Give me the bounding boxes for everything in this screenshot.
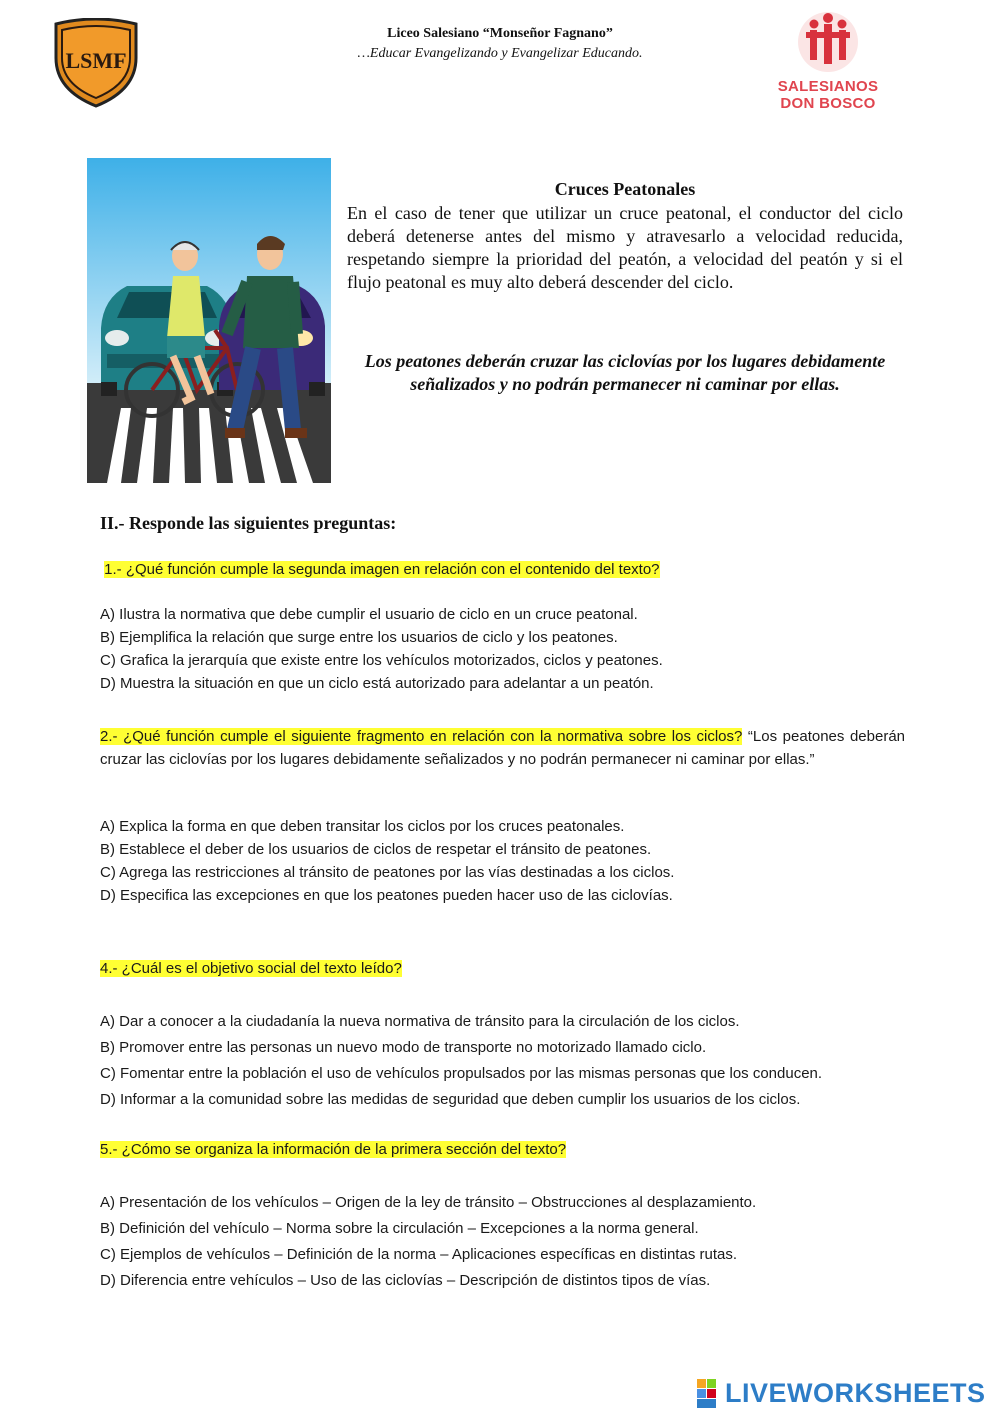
question-4-prompt: 4.- ¿Cuál es el objetivo social del texto leído? [100,960,402,977]
salesianos-line-1: SALESIANOS [777,78,879,95]
option-5d[interactable]: D) Diferencia entre vehículos – Uso de las ciclovías – Descripción de distintos tipos de vías. [100,1272,711,1289]
school-shield-logo [52,18,140,108]
article-quote: Los peatones deberán cruzar las ciclovías por los lugares debidamente señalizados y no podrán permanecer ni caminar por ellas. [364,351,886,394]
option-4b[interactable]: B) Promover entre las personas un nuevo modo de transporte no motorizado llamado ciclo. [100,1039,707,1056]
question-5-options [100,1190,920,1294]
question-1-prompt: 1.- ¿Qué función cumple la segunda imagen en relación con el contenido del texto? [104,561,660,578]
option-2a[interactable]: A) Explica la forma en que deben transitar los ciclos por los cruces peatonales. [100,818,625,835]
section-heading: II.- Responde las siguientes preguntas: [100,513,397,533]
option-2c[interactable]: C) Agrega las restricciones al tránsito de peatones por las vías destinadas a los ciclos. [100,864,675,881]
option-1c[interactable]: C) Grafica la jerarquía que existe entre los vehículos motorizados, ciclos y peatones. [100,652,663,669]
question-5-prompt: 5.- ¿Cómo se organiza la información de la primera sección del texto? [100,1141,567,1158]
option-1d[interactable]: D) Muestra la situación en que un ciclo está autorizado para adelantar a un peatón. [100,675,654,692]
option-4d[interactable]: D) Informar a la comunidad sobre las medidas de seguridad que deben cumplir los usuarios de los ciclos. [100,1091,801,1108]
article-title: Cruces Peatonales [554,179,696,199]
question-2-prompt: 2.- ¿Qué función cumple el siguiente fragmento en relación con la normativa sobre los ciclos? [100,728,743,745]
question-5 [100,1138,905,1161]
question-4 [100,957,905,980]
school-name: Liceo Salesiano “Monseñor Fagnano” [387,26,613,41]
salesianos-wordmark [770,78,886,112]
option-5a[interactable]: A) Presentación de los vehículos – Origen de la ley de tránsito – Obstrucciones al desplazamiento. [100,1194,757,1211]
option-5b[interactable]: B) Definición del vehículo – Norma sobre la circulación – Excepciones a la norma general. [100,1220,699,1237]
question-2-options [100,815,920,907]
salesianos-line-2: DON BOSCO [780,95,876,112]
option-2d[interactable]: D) Especifica las excepciones en que los peatones pueden hacer uso de las ciclovías. [100,887,673,904]
article-body: En el caso de tener que utilizar un cruce peatonal, el conductor del ciclo deberá detenerse antes del mismo y atravesarlo a velocidad reducida, respetando siempre la prioridad del peatón, a velocidad del peatón y si el flujo peatonal es muy alto deberá descender del ciclo. [347,203,903,292]
school-motto: …Educar Evangelizando y Evangelizar Educando. [357,46,643,61]
question-4-options [100,1009,920,1113]
question-1-options [100,603,920,695]
option-1b[interactable]: B) Ejemplifica la relación que surge entre los usuarios de ciclo y los peatones. [100,629,618,646]
crosswalk-illustration [87,158,331,483]
option-4a[interactable]: A) Dar a conocer a la ciudadanía la nueva normativa de tránsito para la circulación de los ciclos. [100,1013,740,1030]
question-2 [100,725,905,771]
shield-monogram: LSMF [65,48,127,73]
question-2-quote: “Los peatones deberán cruzar las ciclovías por los lugares debidamente señalizados y no podrán permanecer ni caminar por ellas.” [100,728,905,768]
question-1 [100,558,905,581]
liveworksheets-watermark[interactable]: LIVEWORKSHEETS [725,1378,986,1408]
option-5c[interactable]: C) Ejemplos de vehículos – Definición de la norma – Aplicaciones específicas en distintas rutas. [100,1246,737,1263]
option-4c[interactable]: C) Fomentar entre la población el uso de vehículos propulsados por las mismas personas que los conducen. [100,1065,823,1082]
option-1a[interactable]: A) Ilustra la normativa que debe cumplir el usuario de ciclo en un cruce peatonal. [100,606,638,623]
option-2b[interactable]: B) Establece el deber de los usuarios de ciclos de respetar el tránsito de peatones. [100,841,652,858]
